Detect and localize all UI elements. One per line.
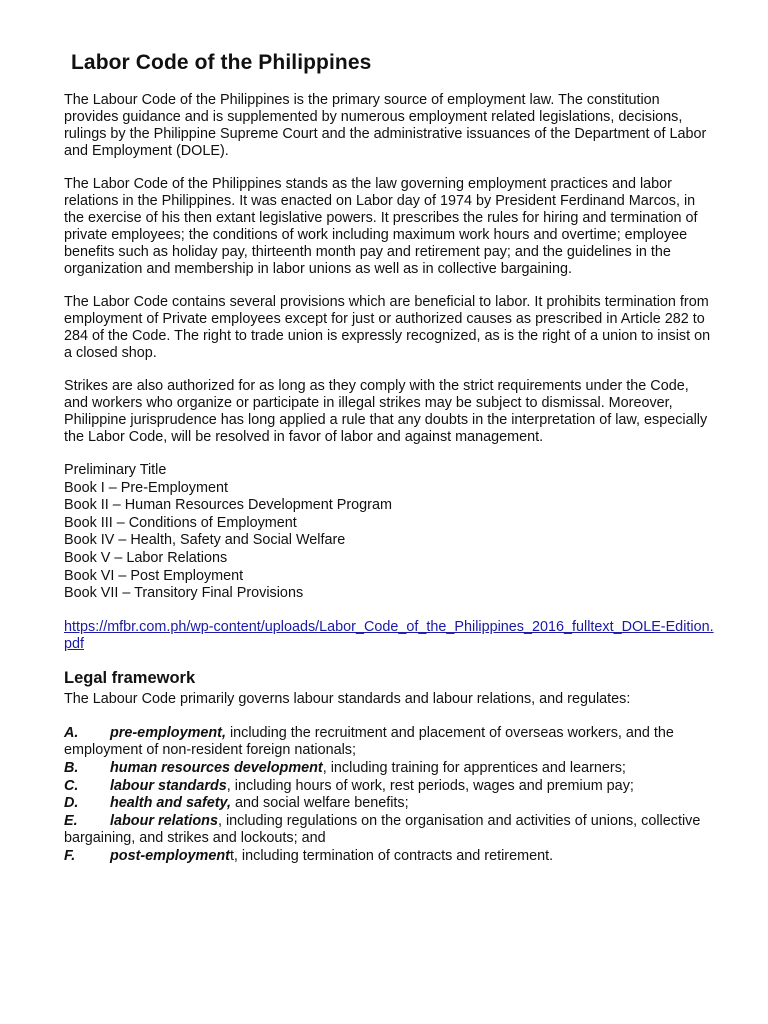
framework-item-text: and social welfare benefits; [231,795,409,812]
toc-item-preliminary: Preliminary Title [64,462,167,478]
framework-item-text: including the recruitment and placement of overseas workers, and the employment of non-resident foreign nationals; [64,724,674,759]
document-page [64,48,714,866]
framework-item-text: , including training for apprentices and learners; [322,759,626,776]
legal-framework-list [64,725,714,866]
table-of-contents [64,462,714,603]
toc-item-book-3: Book III – Conditions of Employment [64,514,297,531]
paragraph-intro: The Labour Code of the Philippines is the primary source of employment law. The constitution provides guidance and is supplemented by numerous employment related legislations, decisions, rulings by the Philippine Supreme Court and the administrative issuances of the Department of Labor and Employment (DOLE). [64,92,707,159]
framework-item-text: , including regulations on the organisation and activities of unions, collective bargaining, and strikes and lockouts; and [64,812,701,847]
legal-framework-intro: The Labour Code primarily governs labour standards and labour relations, and regulates: [64,690,631,707]
framework-item-term: post-employment [110,847,230,864]
paragraph-strikes: Strikes are also authorized for as long as they comply with the strict requirements under the Code, and workers who organize or participate in illegal strikes may be subject to dismissal. Moreover, Philippine jurisprudence has long applied a rule that any doubts in the interpretation of law, especially the Labor Code, will be resolved in favor of labor and against management. [64,378,708,445]
framework-item [64,813,714,848]
paragraph-provisions: The Labor Code contains several provisions which are beneficial to labor. It prohibits termination from employment of Private employees except for just or authorized causes as prescribed in Article 282 to 284 of the Code. The right to trade union is expressly recognized, as is the right of a union to insist on a closed shop. [64,294,711,361]
toc-item-book-5: Book V – Labor Relations [64,549,228,566]
framework-item-letter: F. [64,847,76,864]
framework-item-letter: B. [64,759,79,776]
framework-item [64,848,714,866]
framework-item-letter: C. [64,777,79,794]
toc-item-book-7: Book VII – Transitory Final Provisions [64,585,304,602]
toc-item-book-2: Book II – Human Resources Development Program [64,497,392,514]
paragraph-history: The Labor Code of the Philippines stands as the law governing employment practices and labor relations in the Philippines. It was enacted on Labor day of 1974 by President Ferdinand Marcos, in the exercise of his then extant legislative powers. It prescribes the rules for hiring and termination of private employees; the conditions of work including maximum work hours and overtime; employee benefits such as holiday pay, thirteenth month pay and retirement pay; and the guidelines in the organization and membership in labor unions as well as in collective bargaining. [64,176,698,277]
framework-item-letter: A. [64,724,79,741]
framework-item [64,760,714,778]
framework-item [64,725,714,760]
framework-item-letter: E. [64,812,78,829]
legal-framework-heading: Legal framework [64,668,196,687]
full-text-link[interactable]: https://mfbr.com.ph/wp-content/uploads/Labor_Code_of_the_Philippines_2016_fulltext_DOLE-Edition.pdf [64,618,714,652]
toc-item-book-1: Book I – Pre-Employment [64,479,228,496]
framework-item-term: human resources development [110,759,323,776]
toc-item-book-6: Book VI – Post Employment [64,567,244,584]
framework-item-term: health and safety, [110,795,232,812]
document-title: Labor Code of the Philippines [71,51,372,74]
framework-item [64,778,714,796]
toc-item-book-4: Book IV – Health, Safety and Social Welfare [64,532,346,549]
framework-item [64,795,714,813]
framework-item-term: labour standards [110,777,227,794]
framework-item-term: pre-employment, [110,724,226,741]
framework-item-text: , including hours of work, rest periods, wages and premium pay; [226,777,634,794]
framework-item-text: t, including termination of contracts and retirement. [229,847,554,864]
framework-item-letter: D. [64,795,79,812]
framework-item-term: labour relations [110,812,218,829]
